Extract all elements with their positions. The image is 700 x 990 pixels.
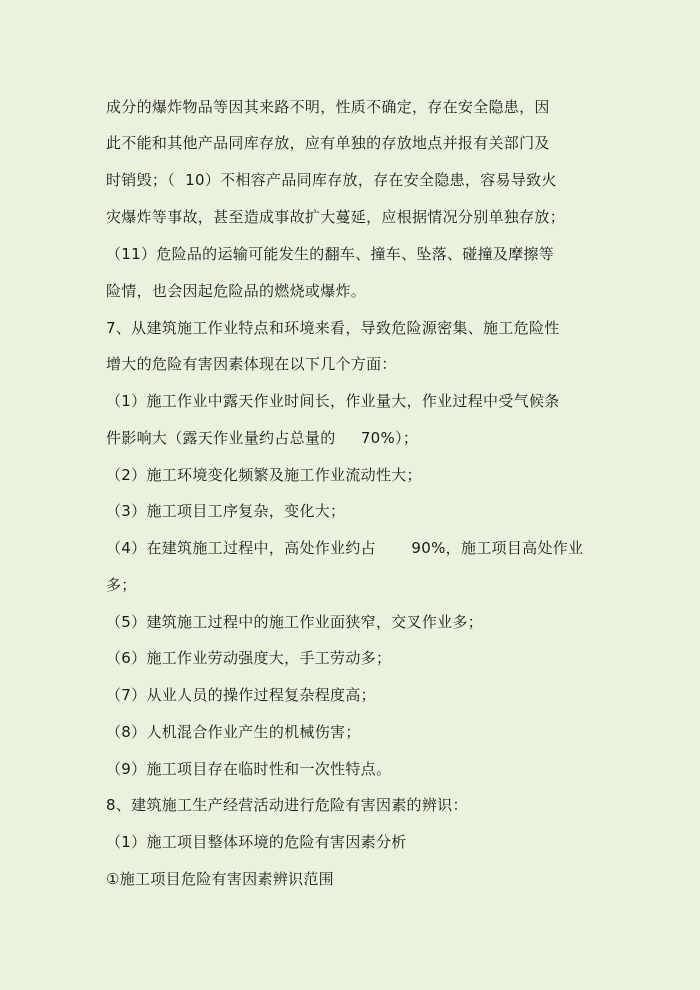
list-item-line: 件影响大（露天作业量约占总量的 70%）； bbox=[106, 429, 419, 447]
list-item-line: 多； bbox=[106, 576, 137, 594]
paragraph-line: 灾爆炸等事故，甚至造成事故扩大蔓延，应根据情况分别单独存放； bbox=[106, 208, 566, 226]
subsection-heading-line: （1）施工项目整体环境的危险有害因素分析 bbox=[106, 833, 407, 851]
paragraph-line: 时销毁；（ 10）不相容产品同库存放，存在安全隐患，容易导致火 bbox=[106, 171, 557, 189]
section-heading-line: 8、建筑施工生产经营活动进行危险有害因素的辨识： bbox=[106, 796, 468, 814]
list-item-line: （4）在建筑施工过程中，高处作业约占 90%，施工项目高处作业 bbox=[106, 539, 584, 557]
subsection-heading-line: ①施工项目危险有害因素辨识范围 bbox=[106, 870, 334, 888]
list-item-line: （5）建筑施工过程中的施工作业面狭窄，交叉作业多； bbox=[106, 613, 484, 631]
list-item-line: （1）施工作业中露天作业时间长，作业量大，作业过程中受气候条 bbox=[106, 392, 560, 410]
list-item-line: （6）施工作业劳动强度大，手工劳动多； bbox=[106, 649, 392, 667]
paragraph-line: 成分的爆炸物品等因其来路不明，性质不确定，存在安全隐患，因 bbox=[106, 98, 550, 116]
paragraph-line: 险情，也会因起危险品的燃烧或爆炸。 bbox=[106, 282, 367, 300]
paragraph-line: 此不能和其他产品同库存放，应有单独的存放地点并报有关部门及 bbox=[106, 134, 550, 152]
section-heading-line: 7、从建筑施工作业特点和环境来看，导致危险源密集、施工危险性 bbox=[106, 319, 560, 337]
list-item-line: （3）施工项目工序复杂，变化大； bbox=[106, 502, 346, 520]
list-item-line: （2）施工环境变化频繁及施工作业流动性大； bbox=[106, 466, 422, 484]
list-item-line: （9）施工项目存在临时性和一次性特点。 bbox=[106, 760, 392, 778]
section-heading-line: 增大的危险有害因素体现在以下几个方面： bbox=[106, 355, 397, 373]
list-item-line: （7）从业人员的操作过程复杂程度高； bbox=[106, 686, 376, 704]
paragraph-line: （11）危险品的运输可能发生的翻车、撞车、坠落、碰撞及摩擦等 bbox=[106, 245, 555, 263]
list-item-line: （8）人机混合作业产生的机械伤害； bbox=[106, 723, 361, 741]
